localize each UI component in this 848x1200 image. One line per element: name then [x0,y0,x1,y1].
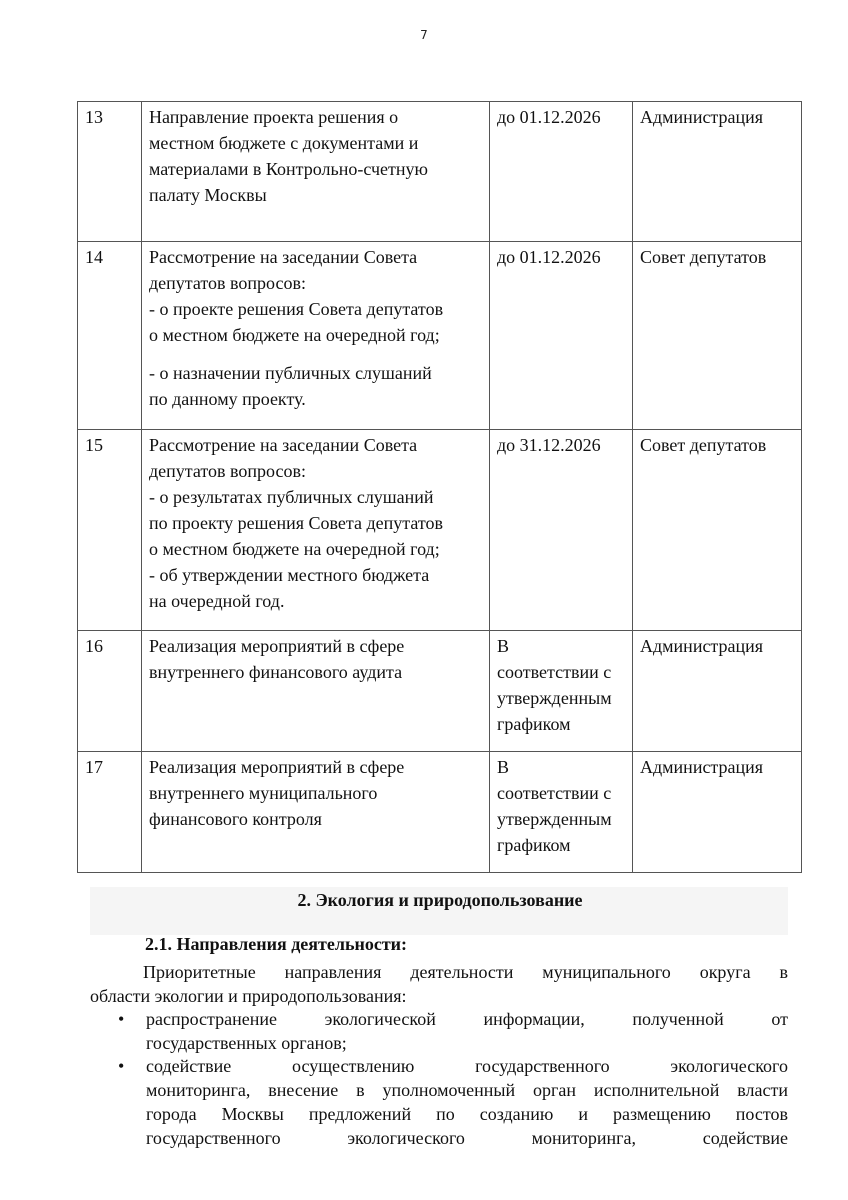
deadline-line: до 01.12.2026 [497,107,601,127]
deadline-line: соответствии с [497,783,612,803]
row-description [142,430,490,631]
section-title: 2. Экология и природопользование [297,890,583,910]
description-line: депутатов вопросов: [149,461,306,481]
row-deadline [490,242,633,430]
table-row [78,631,802,752]
bullet-line: содействие осуществлению государственного экологического [146,1056,788,1076]
description-line: - о проекте решения Совета депутатов [149,299,444,319]
bullet-icon: • [118,1056,125,1076]
row-description [142,102,490,242]
row-description [142,752,490,873]
row-number: 13 [78,102,142,242]
row-description [142,631,490,752]
description-line: депутатов вопросов: [149,273,306,293]
description-line: Реализация мероприятий в сфере [149,757,405,777]
row-responsible: Администрация [633,102,802,242]
deadline-line: В [497,757,510,777]
bullet-line: государственного экологического мониторинга, содействие [146,1128,788,1148]
deadline-line: утвержденным [497,688,612,708]
page-number: 7 [420,28,428,42]
intro-line-1: Приоритетные направления деятельности муниципального округа в [143,962,788,982]
plan-table [77,101,802,873]
subsection-title: 2.1. Направления деятельности: [145,934,408,954]
description-line: внутреннего финансового аудита [149,662,403,682]
bullet-item [118,1007,788,1055]
bullet-line: мониторинга, внесение в уполномоченный орган исполнительной власти [146,1080,788,1100]
description-line: местном бюджете с документами и [149,133,419,153]
row-deadline [490,430,633,631]
row-deadline [490,102,633,242]
description-line: - о назначении публичных слушаний [149,363,432,383]
row-responsible: Администрация [633,631,802,752]
table-row [78,752,802,873]
description-line: Направление проекта решения о [149,107,399,127]
row-number: 15 [78,430,142,631]
intro-line-2: области экологии и природопользования: [90,986,407,1006]
bullet-line: распространение экологической информации, полученной от [146,1009,788,1029]
deadline-line: В [497,636,510,656]
row-number: 16 [78,631,142,752]
description-line: Рассмотрение на заседании Совета [149,247,418,267]
deadline-line: графиком [497,835,571,855]
deadline-line: соответствии с [497,662,612,682]
deadline-line: до 31.12.2026 [497,435,601,455]
description-line: Рассмотрение на заседании Совета [149,435,418,455]
description-line: - о результатах публичных слушаний [149,487,434,507]
deadline-line: утвержденным [497,809,612,829]
description-line: материалами в Контрольно-счетную [149,159,428,179]
description-line: на очередной год. [149,591,285,611]
row-responsible: Совет депутатов [633,430,802,631]
row-responsible: Совет депутатов [633,242,802,430]
table-row [78,430,802,631]
bullet-icon: • [118,1009,125,1029]
deadline-line: графиком [497,714,571,734]
row-number: 17 [78,752,142,873]
row-deadline [490,631,633,752]
description-line: - об утверждении местного бюджета [149,565,430,585]
description-line: по данному проекту. [149,389,306,409]
row-number: 14 [78,242,142,430]
description-line: палату Москвы [149,185,267,205]
row-deadline [490,752,633,873]
description-line: внутреннего муниципального [149,783,378,803]
description-line: по проекту решения Совета депутатов [149,513,443,533]
row-responsible: Администрация [633,752,802,873]
bullet-line: города Москвы предложений по созданию и размещению постов [146,1104,788,1124]
description-line: Реализация мероприятий в сфере [149,636,405,656]
deadline-line: до 01.12.2026 [497,247,601,267]
row-description [142,242,490,430]
description-line: о местном бюджете на очередной год; [149,539,440,559]
bullet-item [118,1054,788,1150]
description-line: о местном бюджете на очередной год; [149,325,440,345]
bullet-line: государственных органов; [146,1033,347,1053]
table-row [78,242,802,430]
table-row [78,102,802,242]
description-line: финансового контроля [149,809,322,829]
